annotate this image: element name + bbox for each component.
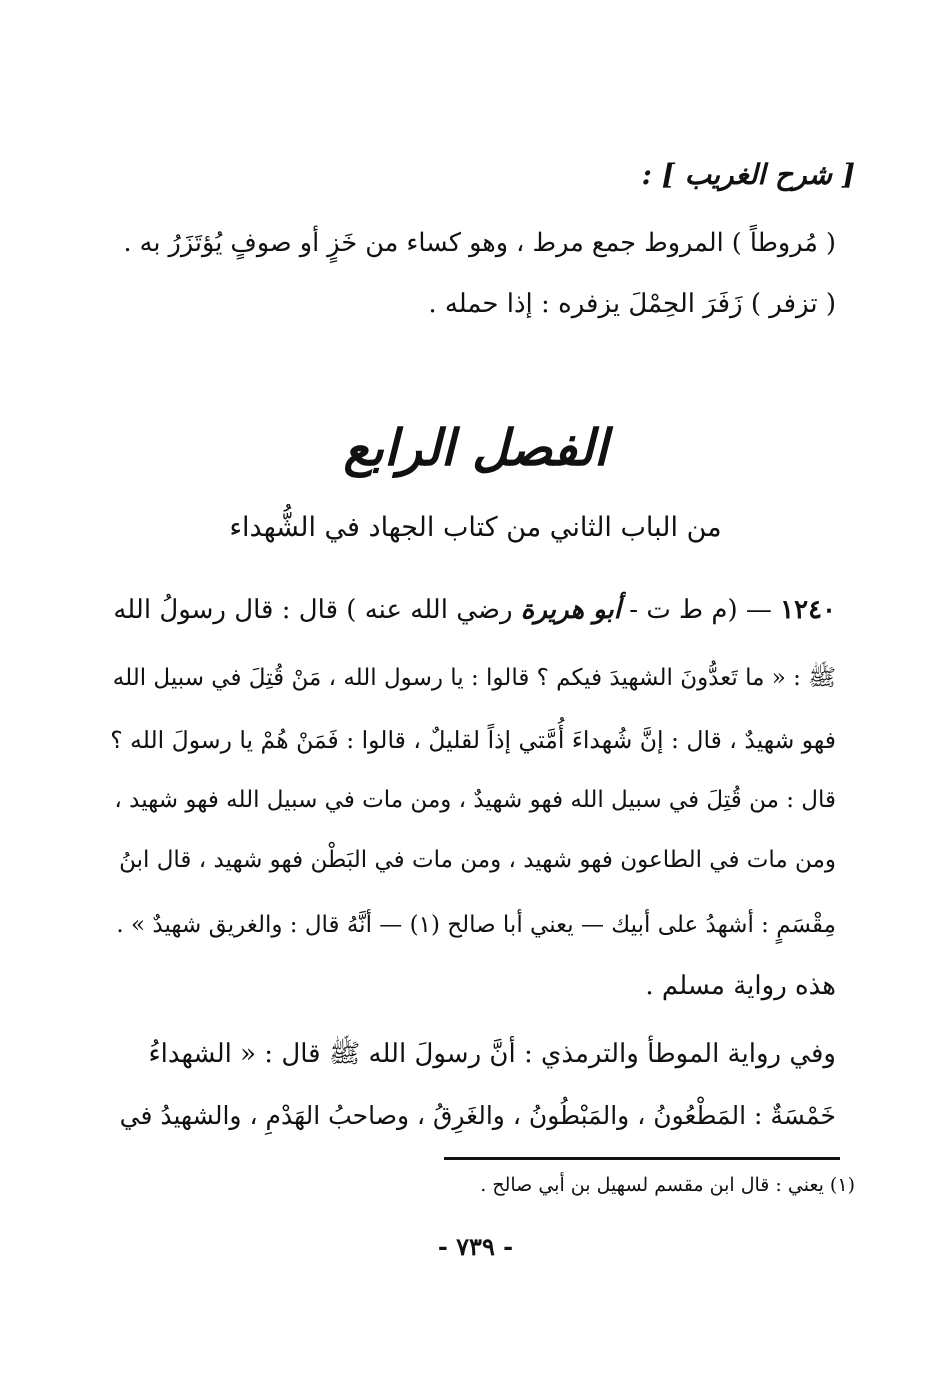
hadith-line-1 xyxy=(110,590,836,630)
hadith-para2-line-1: وفي رواية الموطأ والترمذي : أنَّ رسولَ الله ﷺ قال : « الشهداءُ xyxy=(148,1039,836,1069)
chapter-subtitle: من الباب الثاني من كتاب الجهاد في الشُّهداء xyxy=(229,512,722,543)
gloss-line-1: ( مُروطاً ) المروط جمع مرط ، وهو كساء من خَزٍ أو صوفٍ يُؤتَزَرُ به . xyxy=(123,228,836,258)
hadith-line-1-rest: رضي الله عنه ) قال : قال رسولُ الله xyxy=(113,595,513,625)
hadith-para2-line-2: خَمْسَةٌ : المَطْعُونُ ، والمَبْطُونُ ، والغَرِقُ ، وصاحبُ الهَدْمِ ، والشهيدُ في xyxy=(119,1101,836,1130)
hadith-number: ١٢٤٠ xyxy=(780,595,836,625)
gloss-line-2: ( تزفر ) زَفَرَ الحِمْلَ يزفره : إذا حمله . xyxy=(428,289,836,319)
chapter-title: الفصل الرابع xyxy=(343,418,608,477)
hadith-narrator: أبو هريرة xyxy=(520,595,621,625)
gloss-heading: [ شرح الغريب ] : xyxy=(641,158,855,191)
hadith-line-3: فهو شهيدٌ ، قال : إنَّ شُهداءَ أُمَّتي إذاً لقليلٌ ، قالوا : فَمَنْ هُمْ يا رسولَ الله ؟ xyxy=(110,726,836,754)
footnote-divider xyxy=(444,1157,840,1160)
footnote: (١) يعني : قال ابن مقسم لسهيل بن أبي صالح . xyxy=(480,1174,855,1196)
page-number: - ٧٣٩ - xyxy=(437,1232,514,1261)
hadith-line-4: قال : من قُتِلَ في سبيل الله فهو شهيدٌ ، ومن مات في سبيل الله فهو شهيد ، xyxy=(114,787,836,813)
hadith-line-7: هذه رواية مسلم . xyxy=(645,971,836,1001)
hadith-line-2: ﷺ : « ما تَعدُّونَ الشهيدَ فيكم ؟ قالوا : يا رسول الله ، مَنْ قُتِلَ في سبيل الله xyxy=(112,665,836,691)
hadith-line-5: ومن مات في الطاعون فهو شهيد ، ومن مات في البَطْن فهو شهيد ، قال ابنُ xyxy=(119,847,836,873)
hadith-line-6: مِقْسَمٍ : أشهدُ على أبيك — يعني أبا صالح (١) — أنَّهُ قال : والغريق شهيدٌ » . xyxy=(116,912,836,938)
hadith-source: — (م ط ت - xyxy=(629,595,772,625)
